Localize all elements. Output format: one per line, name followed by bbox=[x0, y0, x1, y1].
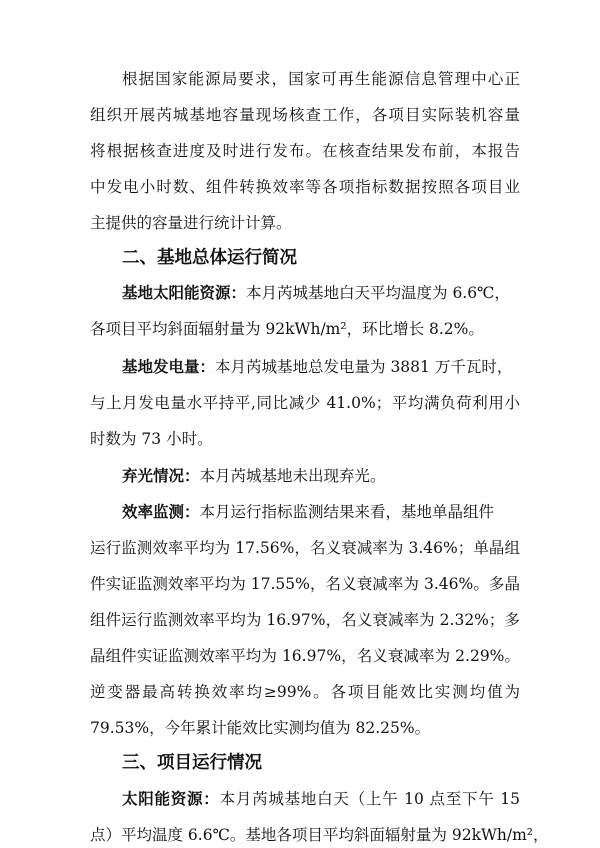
section-2-heading: 二、基地总体运行简况 bbox=[122, 248, 297, 268]
intro-line-1: 根据国家能源局要求，国家可再生能源信息管理中心正 bbox=[122, 70, 520, 88]
intro-line-2: 组织开展芮城基地容量现场核查工作，各项目实际装机容量 bbox=[90, 106, 520, 124]
efficiency-line-5: 晶组件实证监测效率平均为 16.97%，名义衰减率为 2.29%。 bbox=[90, 647, 520, 665]
curtailment-text: 本月芮城基地未出现弃光。 bbox=[199, 467, 386, 485]
intro-line-5: 主提供的容量进行统计计算。 bbox=[90, 214, 292, 232]
efficiency-line-3: 件实证监测效率平均为 17.55%，名义衰减率为 3.46%。多晶 bbox=[90, 575, 520, 593]
efficiency-line-4: 组件运行监测效率平均为 16.97%，名义衰减率为 2.32%；多 bbox=[90, 611, 520, 629]
project-solar-text-1: 本月芮城基地白天（上午 10 点至下午 15 bbox=[219, 790, 520, 808]
curtailment-lead: 弃光情况： bbox=[122, 467, 200, 485]
intro-line-4: 中发电小时数、组件转换效率等各项指标数据按照各项目业 bbox=[90, 178, 520, 196]
intro-line-3: 将根据核查进度及时进行发布。在核查结果发布前，本报告 bbox=[90, 142, 520, 160]
base-solar-line-2: 各项目平均斜面辐射量为 92kWh/m²，环比增长 8.2%。 bbox=[90, 320, 484, 338]
base-generation-text-1: 本月芮城基地总发电量为 3881 万千瓦时， bbox=[215, 358, 513, 376]
efficiency-lead: 效率监测： bbox=[122, 503, 200, 521]
efficiency-line-2: 运行监测效率平均为 17.56%，名义衰减率为 3.46%；单晶组 bbox=[90, 539, 520, 557]
base-generation-line-2: 与上月发电量水平持平,同比减少 41.0%；平均满负荷利用小 bbox=[90, 394, 520, 412]
efficiency-line-6: 逆变器最高转换效率均≥99%。各项目能效比实测均值为 bbox=[90, 683, 520, 701]
base-generation-line-3: 时数为 73 小时。 bbox=[90, 430, 213, 448]
base-solar-lead: 基地太阳能资源： bbox=[122, 284, 247, 302]
project-solar-line-2: 点）平均温度 6.6℃。基地各项目平均斜面辐射量为 92kWh/m²， bbox=[90, 826, 549, 844]
project-solar-lead: 太阳能资源： bbox=[122, 790, 220, 808]
efficiency-line-1 bbox=[122, 501, 520, 523]
efficiency-text-1: 本月运行指标监测结果来看，基地单晶组件 bbox=[199, 503, 495, 521]
base-solar-text-1: 本月芮城基地白天平均温度为 6.6℃， bbox=[246, 284, 510, 302]
efficiency-line-7: 79.53%，今年累计能效比实测均值为 82.25%。 bbox=[90, 719, 431, 737]
project-solar-line-1 bbox=[122, 788, 520, 810]
section-3-heading: 三、项目运行情况 bbox=[122, 753, 262, 773]
base-solar-line-1 bbox=[122, 282, 520, 304]
base-generation-lead: 基地发电量： bbox=[122, 358, 216, 376]
base-generation-line-1 bbox=[122, 356, 520, 378]
curtailment-line bbox=[122, 465, 520, 487]
